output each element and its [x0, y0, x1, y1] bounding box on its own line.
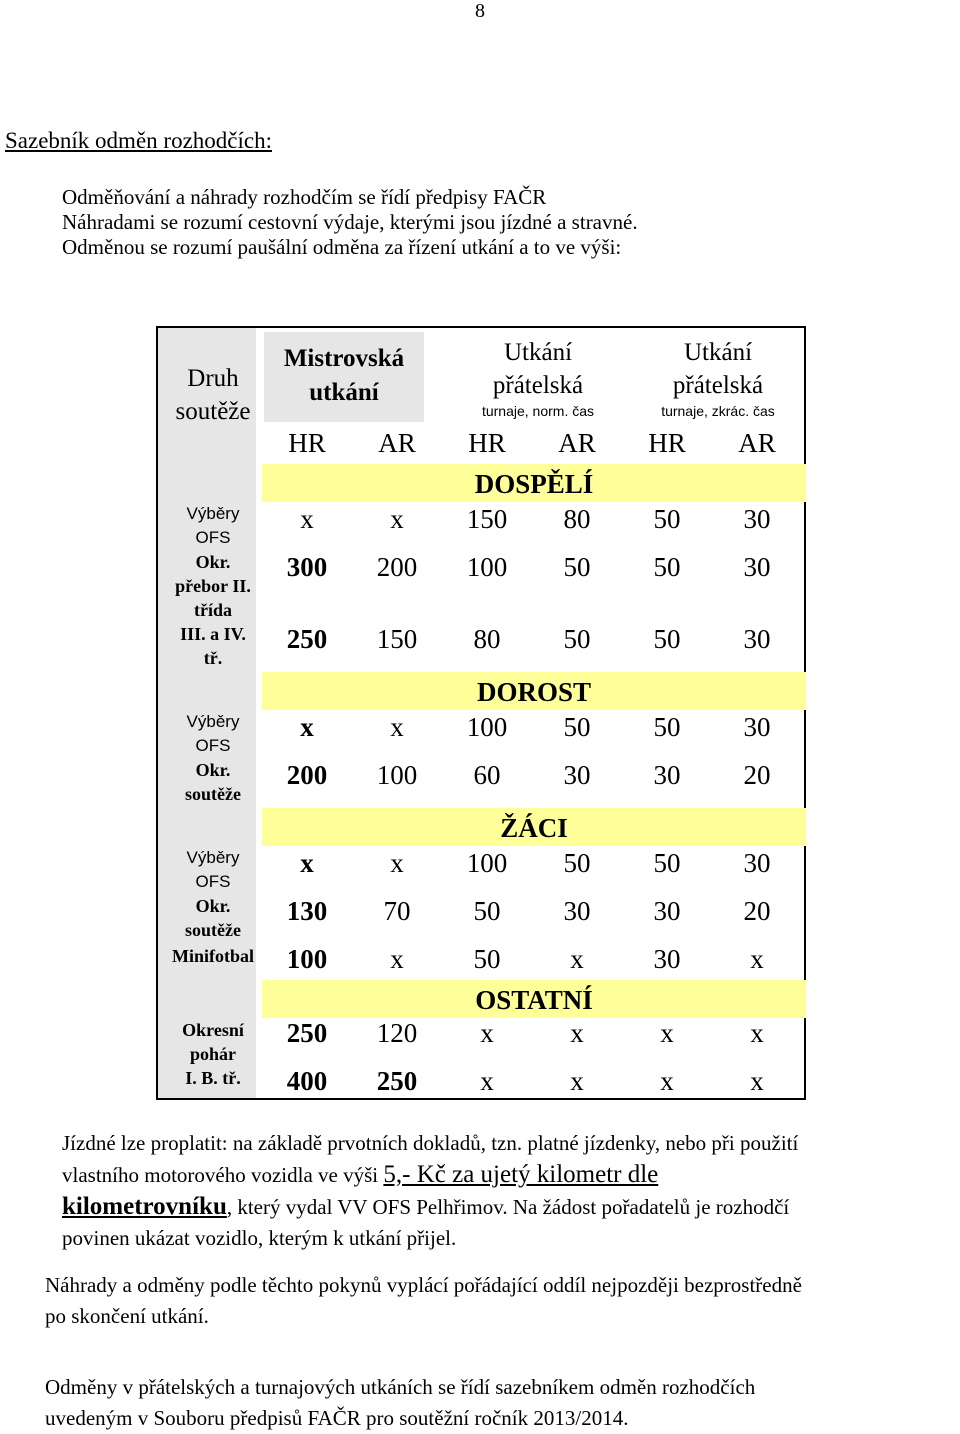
header-league-matches: Mistrovská utkání — [283, 345, 405, 406]
rate-per-km: 5,- Kč za ujetý kilometr dle — [383, 1161, 659, 1188]
subheader-ar: AR — [558, 428, 596, 458]
row-label-selections-ofs: Výběry OFS — [186, 848, 240, 891]
intro-text — [62, 185, 638, 260]
row-label-district-cup: Okresní pohár — [182, 1020, 244, 1064]
friendly-fees-paragraph: Odměny v přátelských a turnajových utkáních se řídí sazebníkem odměn rozhodčích uvedeným v Souboru předpisů FAČR pro soutěžní ročník 2013/2014. — [45, 1375, 756, 1430]
row-label-selections-ofs: Výběry OFS — [186, 712, 240, 755]
payment-paragraph: Náhrady a odměny podle těchto pokynů vyplácí pořádající oddíl nejpozději bezprostředně po skončení utkání. — [45, 1273, 802, 1328]
referee-fee-table: Druh soutěže Mistrovská utkání Utkání přátelská turnaje, norm. čas Utkání přátelská turnaje, zkrác. čas HR AR HR AR HR AR DOSPĚLÍ Výběry OFS x x 150 80 50 30 Okr. přebor II. třída 300 200 100 50 50 30 III. a IV. tř. 250 150 80 50 50 30 DOROST Výběry OFS x x 100 50 50 30 Okr. soutěže 200 100 60 30 30 20 ŽÁCI Výběry OFS x x 100 50 50 30 Okr. soutěže 130 70 50 30 30 20 Minifotbal 100 x 50 x 30 x OSTATNÍ Okresní pohár 250 120 x x x x I. B. tř. 400 250 x x x x — [156, 326, 806, 1100]
subheader-hr: HR — [468, 428, 506, 458]
subheader-hr: HR — [648, 428, 686, 458]
section-header-adults: DOSPĚLÍ — [262, 464, 806, 502]
row-label-district-league: Okr. přebor II. třída — [175, 552, 251, 620]
intro-line: Náhradami se rozumí cestovní výdaje, kterými jsou jízdné a stravné. — [62, 210, 638, 234]
row-label-class-ib: I. B. tř. — [185, 1068, 241, 1088]
row-label-minifootball: Minifotbal — [171, 946, 254, 966]
page-number: 8 — [475, 0, 485, 22]
header-druh-souteze: Druh soutěže — [175, 365, 251, 425]
row-label-class-iii-iv: III. a IV. tř. — [180, 624, 246, 668]
intro-line: Odměnou se rozumí paušální odměna za řízení utkání a to ve výši: — [62, 235, 622, 259]
row-label-selections-ofs: Výběry OFS — [186, 504, 240, 547]
section-header-other: OSTATNÍ — [262, 980, 806, 1018]
row-label-district-competitions: Okr. soutěže — [185, 896, 241, 940]
subheader-ar: AR — [378, 428, 416, 458]
page-heading: Sazebník odměn rozhodčích: — [5, 128, 272, 153]
travel-expenses-paragraph: Jízdné lze proplatit: na základě prvotních dokladů, tzn. platné jízdenky, nebo při použití vlastního motorového vozidla ve výši 5,- Kč za ujetý kilometr dle kilometrovníku, který vydal VV OFS Pelhřimov. Na žádost pořadatelů je rozhodčí povinen ukázat vozidlo, kterým k utkání přijel. — [62, 1131, 799, 1250]
section-header-youth: DOROST — [262, 672, 806, 710]
row-label-district-competitions: Okr. soutěže — [185, 760, 241, 804]
header-friendly-short: Utkání přátelská turnaje, zkrác. čas — [661, 339, 775, 419]
section-header-pupils: ŽÁCI — [262, 808, 806, 846]
subheader-hr: HR — [288, 428, 326, 458]
header-friendly-normal: Utkání přátelská turnaje, norm. čas — [481, 339, 595, 419]
intro-line: Odměňování a náhrady rozhodčím se řídí předpisy FAČR — [62, 185, 547, 209]
subheader-ar: AR — [738, 428, 776, 458]
km-table-reference: kilometrovníku — [62, 1193, 227, 1220]
